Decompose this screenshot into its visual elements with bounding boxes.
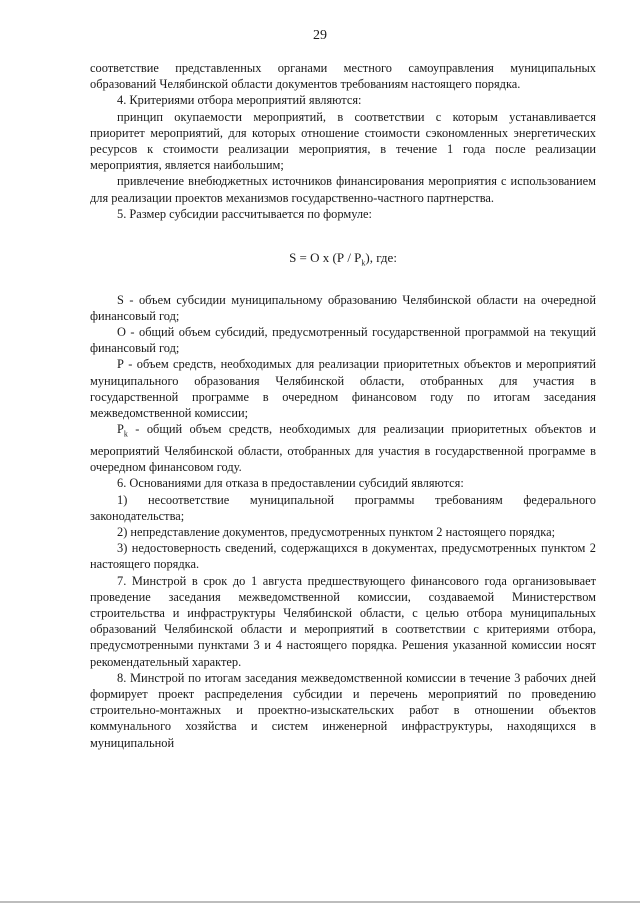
clause-5-heading: 5. Размер субсидии рассчитывается по формуле: [117,206,372,221]
subsidy-formula [90,250,596,268]
page-number: 29 [313,28,327,43]
formula-tail: ), где: [365,250,397,266]
scan-bottom-edge [0,901,640,903]
pk-subscript: k [123,429,128,439]
definition-pk [90,421,596,475]
document-body [90,60,596,751]
formula-subscript: k [361,258,366,268]
formula-main: S = О х (Р / Р [289,250,362,266]
definition-pk-text: - общий объем средств, необходимых для реализации приоритетных объектов и мероприятий Челябинской области, отобранных для участия в государственной программе в очередном финансовом году. [90,422,596,475]
refusal-ground-2: 2) непредставление документов, предусмотренных пунктом 2 настоящего порядка; [117,524,556,539]
definition-p: Р - объем средств, необходимых для реализации приоритетных объектов и мероприятий муниципального образования Челябинской области, отобранных для участия в государственной программе в очередном финансовом году по итогам заседания межведомственной комиссии; [90,357,596,421]
clause-4-heading: 4. Критериями отбора мероприятий являются: [117,93,362,108]
paragraph-continuation: соответствие представленных органами местного самоуправления муниципальных образований Челябинской области документов требованиям настоящего порядка. [90,61,596,92]
clause-7: 7. Минстрой в срок до 1 августа предшествующего финансового года организовывает проведение заседания межведомственной комиссии, создаваемой Министерством строительства и инфраструктуры Челябинской области, с целью отбора муниципальных образований Челябинской области и мероприятий в соответствии с критериями отбора, предусмотренными пунктами 3 и 4 настоящего порядка. Решения указанной комиссии носят рекомендательный характер. [90,573,596,669]
refusal-ground-3: 3) недостоверность сведений, содержащихся в документах, предусмотренных пунктом 2 настоящего порядка. [90,541,596,572]
clause-8: 8. Минстрой по итогам заседания межведомственной комиссии в течение 3 рабочих дней формирует проект распределения субсидии и перечень мероприятий по проведению строительно-монтажных и проектно-изыскательских работ в отношении объектов коммунального хозяйства и систем инженерной инфраструктуры, находящихся в муниципальной [90,670,596,750]
refusal-ground-1: 1) несоответствие муниципальной программы требованиям федерального законодательства; [90,492,596,523]
pk-symbol: Р [117,422,124,437]
definition-o: О - общий объем субсидий, предусмотренный государственной программой на текущий финансовый год; [90,325,596,356]
criterion-extrabudgetary: привлечение внебюджетных источников финансирования мероприятия с использованием для реализации проектов механизмов государственно-частного партнерства. [90,174,596,205]
clause-6-heading: 6. Основаниями для отказа в предоставлении субсидий являются: [117,476,464,491]
definition-s: S - объем субсидии муниципальному образованию Челябинской области на очередной финансовый год; [90,292,596,323]
criterion-payback: принцип окупаемости мероприятий, в соответствии с которым устанавливается приоритет мероприятий, для которых отношение стоимости сэкономленных энергетических ресурсов к стоимости реализации мероприятия, в течение 1 года после реализации мероприятия, является наибольшим; [90,109,596,173]
